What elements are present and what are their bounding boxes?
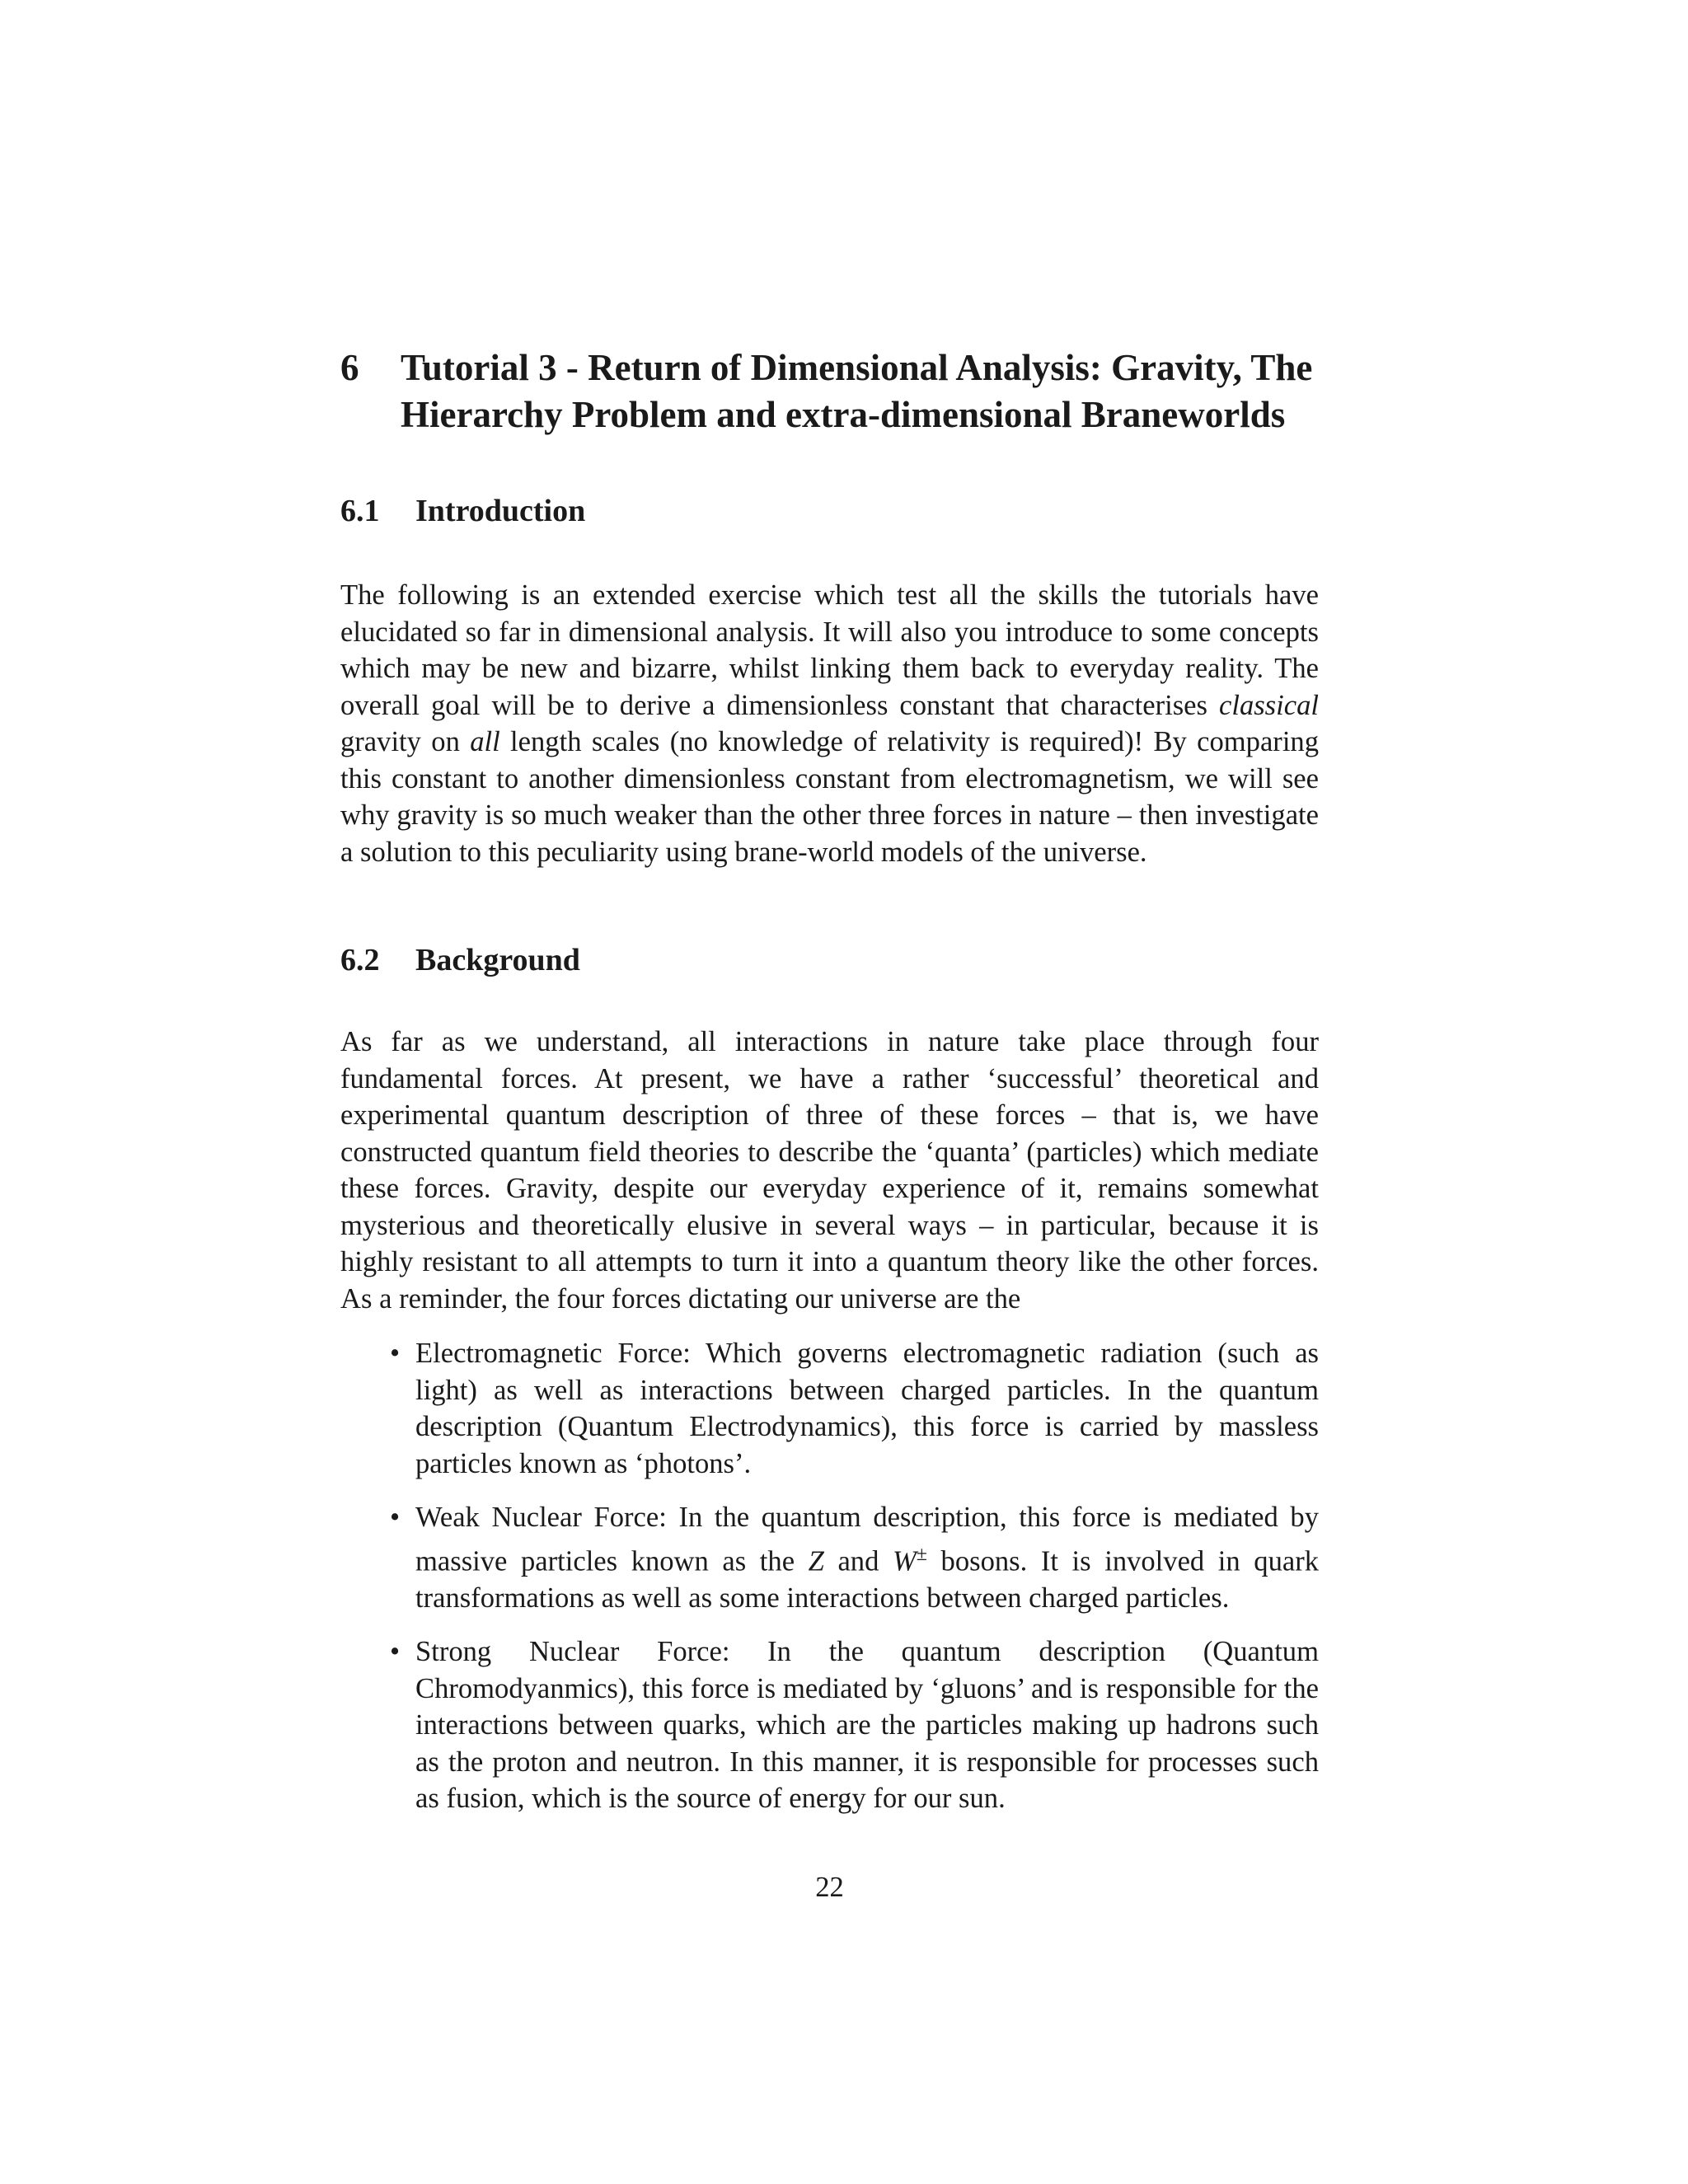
bullet-icon: • [390,1502,401,1533]
intro-italic-classical: classical [1218,689,1319,721]
list-item-text: Weak Nuclear Force: In the quantum description, this force is mediated by massive particles known as the [415,1502,1319,1577]
math-w: W [892,1545,917,1577]
section-heading-background [340,942,580,978]
forces-list [340,1335,1319,1835]
intro-text-1: The following is an extended exercise which test all the skills the tutorials have elucidated so far in dimensional analysis. It will also you introduce to some concepts which may be new and bizarre, whilst linking them back to everyday reality. The overall goal will be to derive a dimensionless constant that characterises [340,579,1319,721]
bullet-icon: • [390,1636,401,1668]
document-page [340,0,1319,2184]
chapter-number: 6 [340,347,359,388]
section-heading-introduction [340,493,585,529]
intro-text-2: gravity on [340,726,471,757]
math-w-superscript: ± [916,1543,927,1565]
introduction-paragraph [340,577,1319,870]
list-item-text: bosons. It is involved in quark transformations as well as some interactions between charged particles. [415,1545,1320,1614]
list-item-strong [340,1633,1319,1817]
background-paragraph: As far as we understand, all interactions in nature take place through four fundamental forces. At present, we have a rather ‘successful’ theoretical and experimental quantum description of three of these forces – that is, we have constructed quantum field theories to describe the ‘quanta’ (particles) which mediate these forces. Gravity, despite our everyday experience of it, remains somewhat mysterious and theoretically elusive in several ways – in particular, because it is highly resistant to all attempts to turn it into a quantum theory like the other forces. As a reminder, the four forces dictating our universe are the [340,1026,1319,1315]
list-item-text: and [823,1545,893,1577]
chapter-title: Tutorial 3 - Return of Dimensional Analysis: Gravity, The Hierarchy Problem and extra-dimensional Braneworlds [401,347,1313,435]
math-z: Z [808,1545,824,1577]
intro-text-3: length scales (no knowledge of relativity is required)! By comparing this constant to another dimensionless constant from electromagnetism, we will see why gravity is so much weaker than the other three forces in nature – then investigate a solution to this peculiarity using brane-world models of the universe. [340,726,1320,868]
section-title: Background [415,943,580,977]
page-number: 22 [815,1872,844,1903]
intro-italic-all: all [470,726,500,757]
list-item-text: Strong Nuclear Force: In the quantum description (Quantum Chromodyanmics), this force is mediated by ‘gluons’ and is responsible for the interactions between quarks, which are the particles making up hadrons such as the proton and neutron. In this manner, it is responsible for processes such as fusion, which is the source of energy for our sun. [415,1636,1319,1815]
list-item-weak [340,1499,1319,1616]
chapter-heading [340,344,1319,438]
list-item-electromagnetic [340,1335,1319,1482]
bullet-icon: • [390,1338,401,1369]
section-number: 6.2 [340,943,380,977]
list-item-text: Electromagnetic Force: Which governs electromagnetic radiation (such as light) as well as interactions between charged particles. In the quantum description (Quantum Electrodynamics), this force is carried by massless particles known as ‘photons’. [415,1338,1319,1479]
section-number: 6.1 [340,494,380,528]
section-title: Introduction [415,494,586,528]
